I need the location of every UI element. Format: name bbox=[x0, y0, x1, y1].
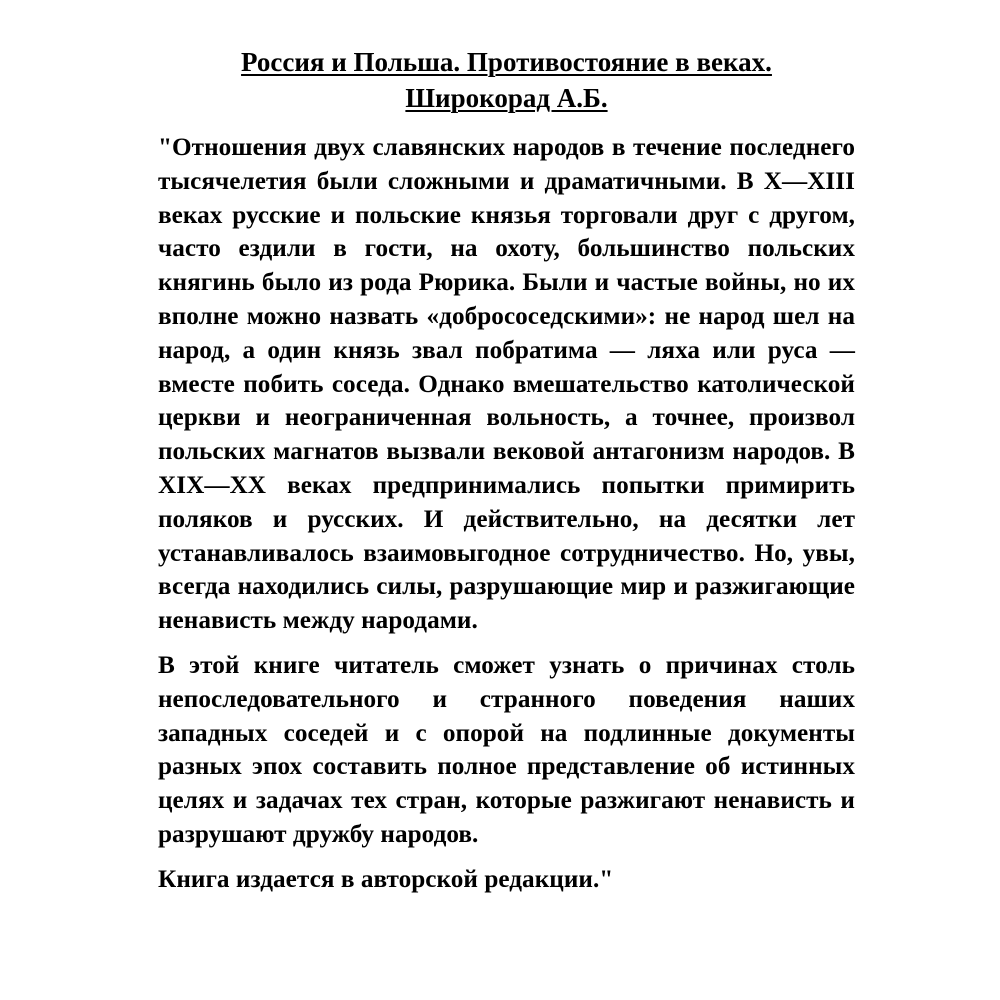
book-author: Широкорад А.Б. bbox=[405, 83, 608, 113]
paragraph-1: "Отношения двух славянских народов в течение последнего тысячелетия были сложными и драматичными. В X—XIII веках русские и польские князья торговали друг с другом, часто ездили в гости, на охоту, большинство польских княгинь было из рода Рюрика. Были и частые войны, но их вполне можно назвать «добрососедскими»: не народ шел на народ, а один князь звал побратима — ляха или руса — вместе побить соседа. Однако вмешательство католической церкви и неограниченная вольность, а точнее, произвол польских магнатов вызвали вековой антагонизм народов. В XIX—XX веках предпринимались попытки примирить поляков и русских. И действительно, на десятки лет устанавливалось взаимовыгодное сотрудничество. Но, увы, всегда находились силы, разрушающие мир и разжигающие ненависть между народами. bbox=[158, 134, 855, 635]
paragraph-2: В этой книге читатель сможет узнать о причинах столь непоследовательного и странного поведения наших западных соседей и с опорой на подлинные документы разных эпох составить полное представление об истинных целях и задачах тех стран, которые разжигают ненависть и разрушают дружбу народов. bbox=[158, 651, 855, 848]
description-body bbox=[158, 131, 855, 897]
book-title: Россия и Польша. Противостояние в веках. bbox=[241, 47, 772, 77]
paragraph-3: Книга издается в авторской редакции." bbox=[158, 865, 614, 893]
title-block bbox=[158, 44, 855, 116]
